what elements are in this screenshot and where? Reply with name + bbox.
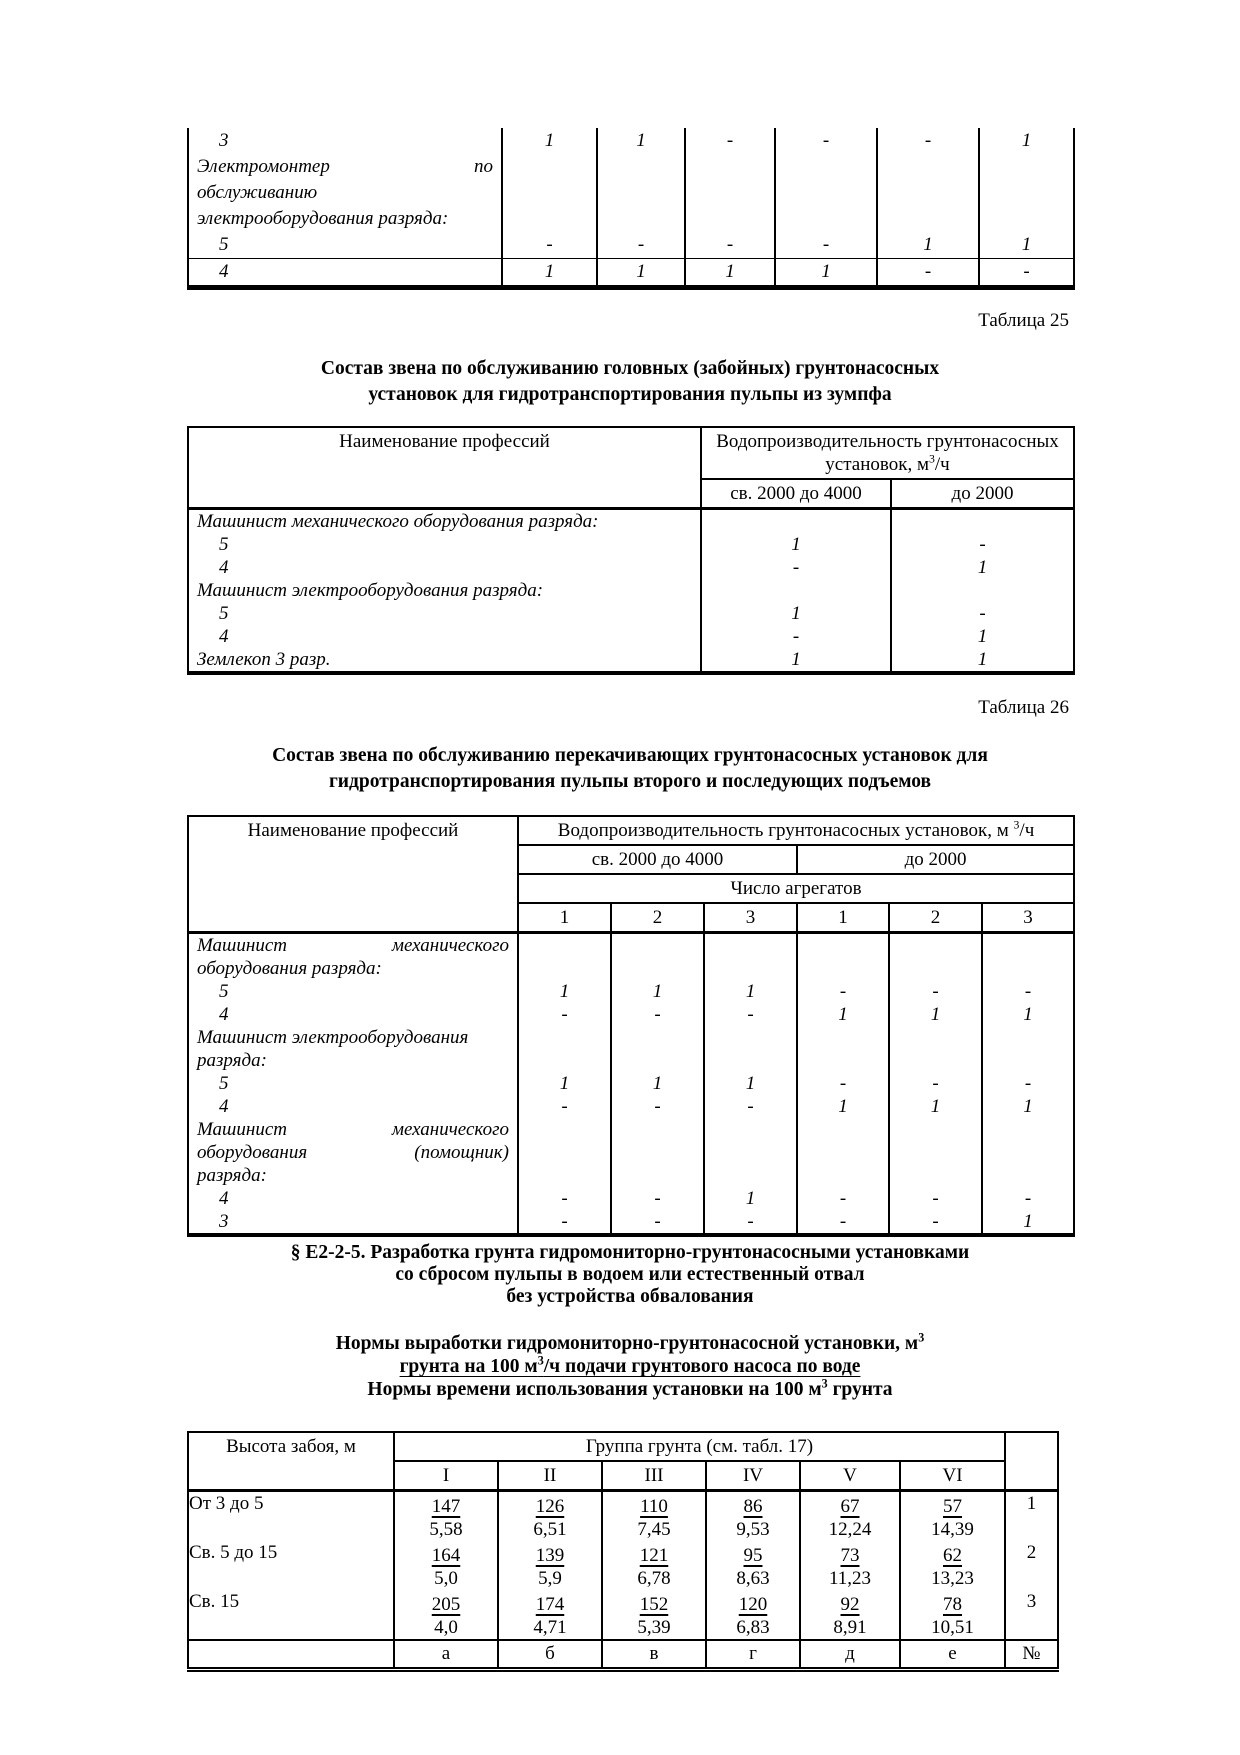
- profession-name-line: обслуживанию: [197, 182, 318, 203]
- norm-denominator: 12,24: [828, 1519, 872, 1540]
- value-cell: -: [889, 1072, 982, 1095]
- norm-denominator: 4,0: [434, 1617, 458, 1638]
- profession-name-line: разряда:: [197, 1165, 267, 1186]
- value-cell: 1: [518, 980, 611, 1003]
- value-cell: 1: [982, 1095, 1074, 1118]
- norm-table: [187, 1431, 1059, 1672]
- row-number-column-header: [1005, 1432, 1058, 1491]
- value-cell: 1: [982, 1003, 1074, 1026]
- value-cell: [597, 154, 685, 232]
- profession-cell: [188, 556, 701, 579]
- norm-numerator: 67: [840, 1496, 860, 1517]
- value-cell: -: [518, 1210, 611, 1235]
- value-cell: [797, 1118, 889, 1187]
- norm-denominator: 5,0: [434, 1568, 458, 1589]
- section-heading: [187, 1242, 1073, 1308]
- value-cell: 1: [775, 259, 877, 288]
- value-cell: -: [685, 232, 775, 259]
- value-cell: -: [889, 1187, 982, 1210]
- norm-fraction-cell: [498, 1541, 602, 1590]
- norm-table-row: [188, 1590, 1058, 1640]
- value-cell: 1: [704, 980, 797, 1003]
- value-cell: [518, 1026, 611, 1072]
- value-cell: -: [889, 980, 982, 1003]
- profession-cell: [188, 259, 502, 288]
- norm-fraction-cell: [706, 1590, 800, 1640]
- professions-column-header: Наименование профессий: [188, 816, 518, 933]
- table-25: [187, 426, 1075, 675]
- table-row: [188, 1187, 1074, 1210]
- value-cell: 1: [685, 259, 775, 288]
- norm-numerator: 120: [738, 1594, 768, 1615]
- document-content: [187, 0, 1073, 1672]
- norm-numerator: 92: [840, 1594, 860, 1615]
- value-cell: [891, 579, 1074, 602]
- profession-cell: [188, 648, 701, 673]
- value-cell: -: [704, 1210, 797, 1235]
- footer-letter-cell: в: [602, 1640, 706, 1670]
- soil-group-column-header: I: [394, 1461, 498, 1491]
- footer-empty-cell: [188, 1640, 394, 1670]
- table-26-title-line-2: гидротранспортирования пульпы второго и последующих подъемов: [328, 771, 932, 792]
- capacity-range-header: до 2000: [797, 845, 1074, 874]
- value-cell: 1: [889, 1003, 982, 1026]
- profession-cell: [188, 1003, 518, 1026]
- norm-denominator: 5,9: [538, 1568, 562, 1589]
- norm-fraction-cell: [602, 1491, 706, 1542]
- value-cell: -: [597, 232, 685, 259]
- profession-cell: [188, 1187, 518, 1210]
- value-cell: 1: [701, 533, 891, 556]
- value-cell: 1: [797, 1003, 889, 1026]
- value-cell: -: [704, 1095, 797, 1118]
- norm-fraction-cell: [394, 1590, 498, 1640]
- table-row: [188, 154, 1074, 232]
- table-25-title-line-1: Состав звена по обслуживанию головных (забойных) грунтонасосных: [320, 358, 940, 379]
- footer-letter-cell: е: [900, 1640, 1005, 1670]
- value-cell: -: [877, 128, 979, 154]
- norm-numerator: 164: [431, 1545, 461, 1566]
- unit-count-column-header: 1: [518, 903, 611, 933]
- unit-count-column-header: 3: [982, 903, 1074, 933]
- norm-denominator: 11,23: [828, 1568, 872, 1589]
- norm-table-row: [188, 1491, 1058, 1542]
- table-26-body: [188, 933, 1074, 1236]
- capacity-group-header: Водопроизводительность грунтонасосных установок, $м^3/ч$: [701, 427, 1074, 479]
- row-label: 4: [219, 1188, 229, 1209]
- norm-numerator: 139: [535, 1545, 565, 1566]
- table-row: [188, 980, 1074, 1003]
- value-cell: -: [979, 259, 1074, 288]
- profession-name-line: разряда:: [197, 1050, 267, 1071]
- table-row: [188, 533, 1074, 556]
- profession-name-line: электрооборудования разряда:: [197, 208, 449, 229]
- norms-heading-line-3: Нормы времени использования установки на 100 $м^3$ грунта: [367, 1376, 893, 1400]
- norms-heading-line-2: грунта на 100 $м^3/ч$ подачи грунтового насоса по воде: [399, 1353, 861, 1377]
- norm-denominator: 5,39: [637, 1617, 671, 1638]
- value-cell: [775, 154, 877, 232]
- value-cell: [877, 154, 979, 232]
- value-cell: 1: [877, 232, 979, 259]
- value-cell: [502, 154, 597, 232]
- table-row: [188, 232, 1074, 259]
- profession-cell: [188, 1072, 518, 1095]
- value-cell: 1: [597, 128, 685, 154]
- row-label: 5: [219, 534, 229, 555]
- table-26-title-line-1: Состав звена по обслуживанию перекачивающих грунтонасосных установок для: [272, 745, 988, 766]
- row-index-cell: 2: [1005, 1541, 1058, 1590]
- table-24-body: [188, 128, 1074, 288]
- norm-numerator: 78: [943, 1594, 962, 1615]
- value-cell: [979, 154, 1074, 232]
- soil-group-column-header: VI: [900, 1461, 1005, 1491]
- value-cell: -: [685, 128, 775, 154]
- norm-numerator: 95: [743, 1545, 763, 1566]
- table-25-title: [187, 356, 1073, 408]
- table-row: [188, 1026, 1074, 1072]
- profession-name-line: Землекоп 3 разр.: [197, 649, 331, 670]
- value-cell: -: [701, 625, 891, 648]
- norm-numerator: 73: [840, 1545, 860, 1566]
- section-heading-line-1: § Е2-2-5. Разработка грунта гидромониторно-грунтонасосными установками: [290, 1242, 970, 1263]
- value-cell: -: [611, 1095, 704, 1118]
- footer-letter-cell: б: [498, 1640, 602, 1670]
- norm-fraction-cell: [706, 1491, 800, 1542]
- table-26: [187, 815, 1075, 1237]
- norm-denominator: 10,51: [931, 1617, 974, 1638]
- value-cell: -: [797, 1210, 889, 1235]
- value-cell: -: [704, 1003, 797, 1026]
- capacity-range-header: до 2000: [891, 479, 1074, 509]
- row-index-cell: 1: [1005, 1491, 1058, 1542]
- norm-fraction-cell: [900, 1541, 1005, 1590]
- profession-cell: [188, 128, 502, 154]
- norm-fraction-cell: [900, 1491, 1005, 1542]
- table-row: [188, 1210, 1074, 1235]
- norm-numerator: 110: [640, 1496, 668, 1517]
- value-cell: [518, 1118, 611, 1187]
- unit-count-column-header: 3: [704, 903, 797, 933]
- value-cell: [889, 933, 982, 981]
- table-24-continuation: [187, 128, 1075, 290]
- profession-name-line: Машинист механического: [197, 935, 509, 956]
- unit-count-column-header: 2: [611, 903, 704, 933]
- value-cell: -: [982, 1072, 1074, 1095]
- norm-numerator: 147: [431, 1496, 461, 1517]
- norm-denominator: 4,71: [533, 1617, 567, 1638]
- table-25-title-line-2: установок для гидротранспортирования пульпы из зумпфа: [368, 384, 892, 405]
- norm-fraction-cell: [602, 1590, 706, 1640]
- profession-cell: [188, 509, 701, 534]
- row-label: 3: [219, 130, 229, 151]
- face-height-label: От 3 до 5: [188, 1491, 394, 1542]
- row-label: 4: [219, 261, 229, 282]
- professions-column-header: Наименование профессий: [188, 427, 701, 509]
- value-cell: 1: [518, 1072, 611, 1095]
- norm-numerator: 205: [431, 1594, 461, 1615]
- soil-group-header: Группа грунта (см. табл. 17): [394, 1432, 1005, 1461]
- value-cell: -: [518, 1095, 611, 1118]
- value-cell: 1: [611, 1072, 704, 1095]
- value-cell: -: [797, 980, 889, 1003]
- value-cell: -: [502, 232, 597, 259]
- norm-table-row: [188, 1541, 1058, 1590]
- norm-numerator: 174: [535, 1594, 565, 1615]
- norm-denominator: 6,51: [533, 1519, 567, 1540]
- norm-fraction-cell: [602, 1541, 706, 1590]
- footer-letter-cell: а: [394, 1640, 498, 1670]
- value-cell: [518, 933, 611, 981]
- norm-numerator: 62: [943, 1545, 962, 1566]
- face-height-label: Св. 5 до 15: [188, 1541, 394, 1590]
- face-height-label: Св. 15: [188, 1590, 394, 1640]
- row-label: 3: [219, 1211, 229, 1232]
- norms-heading-line-1: Нормы выработки гидромониторно-грунтонасосной установки, $м^3$: [335, 1330, 925, 1354]
- table-row: [188, 1118, 1074, 1187]
- table-row: [188, 1072, 1074, 1095]
- profession-cell: [188, 533, 701, 556]
- row-label: 5: [219, 1073, 229, 1094]
- value-cell: 1: [611, 980, 704, 1003]
- value-cell: 1: [597, 259, 685, 288]
- norm-fraction-cell: [800, 1590, 900, 1640]
- section-heading-line-3: без устройства обвалования: [506, 1286, 754, 1307]
- norm-denominator: 6,78: [637, 1568, 671, 1589]
- profession-cell: [188, 625, 701, 648]
- value-cell: -: [982, 1187, 1074, 1210]
- value-cell: 1: [891, 625, 1074, 648]
- norm-fraction-cell: [706, 1541, 800, 1590]
- value-cell: [701, 509, 891, 534]
- profession-cell: [188, 1026, 518, 1072]
- units-count-header: Число агрегатов: [518, 874, 1074, 903]
- norm-fraction-cell: [394, 1541, 498, 1590]
- value-cell: 1: [502, 128, 597, 154]
- norm-fraction-cell: [800, 1491, 900, 1542]
- value-cell: [611, 1026, 704, 1072]
- value-cell: -: [518, 1187, 611, 1210]
- profession-name-line: Машинист механического: [197, 1119, 509, 1140]
- value-cell: -: [891, 602, 1074, 625]
- norm-fraction-cell: [900, 1590, 1005, 1640]
- value-cell: -: [611, 1187, 704, 1210]
- value-cell: [982, 1026, 1074, 1072]
- table-25-caption: Таблица 25: [978, 310, 1069, 331]
- row-label: 4: [219, 626, 229, 647]
- capacity-range-header: св. 2000 до 4000: [518, 845, 797, 874]
- value-cell: 1: [704, 1187, 797, 1210]
- value-cell: 1: [891, 556, 1074, 579]
- value-cell: -: [518, 1003, 611, 1026]
- profession-name-line: Машинист электрооборудования разряда:: [197, 580, 544, 601]
- value-cell: [611, 933, 704, 981]
- norms-heading: [187, 1332, 1073, 1401]
- value-cell: [889, 1118, 982, 1187]
- value-cell: -: [611, 1003, 704, 1026]
- value-cell: 1: [502, 259, 597, 288]
- profession-cell: [188, 1095, 518, 1118]
- value-cell: -: [982, 980, 1074, 1003]
- value-cell: [685, 154, 775, 232]
- value-cell: -: [877, 259, 979, 288]
- section-heading-line-2: со сбросом пульпы в водоем или естественный отвал: [395, 1264, 865, 1285]
- table-row: [188, 648, 1074, 673]
- value-cell: [704, 933, 797, 981]
- norm-numerator: 57: [943, 1496, 962, 1517]
- table-26-caption: Таблица 26: [978, 697, 1069, 718]
- value-cell: 1: [979, 128, 1074, 154]
- value-cell: -: [889, 1210, 982, 1235]
- value-cell: [701, 579, 891, 602]
- profession-name-line: оборудования разряда:: [197, 958, 382, 979]
- norm-denominator: 8,91: [833, 1617, 867, 1638]
- norm-numerator: 86: [743, 1496, 763, 1517]
- row-label: 5: [219, 603, 229, 624]
- capacity-group-header: Водопроизводительность грунтонасосных установок, м $^3$/ч: [518, 816, 1074, 845]
- value-cell: -: [701, 556, 891, 579]
- value-cell: [889, 1026, 982, 1072]
- profession-cell: [188, 980, 518, 1003]
- profession-cell: [188, 579, 701, 602]
- value-cell: -: [797, 1072, 889, 1095]
- norm-denominator: 14,39: [931, 1519, 974, 1540]
- value-cell: 1: [891, 648, 1074, 673]
- soil-group-column-header: IV: [706, 1461, 800, 1491]
- row-index-cell: 3: [1005, 1590, 1058, 1640]
- footer-letter-cell: №: [1005, 1640, 1058, 1670]
- profession-name-line: Электромонтер по: [197, 156, 493, 177]
- row-label: 5: [219, 981, 229, 1002]
- value-cell: 1: [982, 1210, 1074, 1235]
- norm-denominator: 9,53: [736, 1519, 770, 1540]
- value-cell: [891, 509, 1074, 534]
- row-label: 5: [219, 234, 229, 255]
- profession-name-line: Машинист механического оборудования разряда:: [197, 511, 599, 532]
- profession-cell: [188, 1118, 518, 1187]
- unit-count-column-header: 2: [889, 903, 982, 933]
- value-cell: 1: [979, 232, 1074, 259]
- norm-denominator: 8,63: [736, 1568, 770, 1589]
- norm-numerator: 121: [639, 1545, 669, 1566]
- capacity-range-header: св. 2000 до 4000: [701, 479, 891, 509]
- value-cell: 1: [701, 648, 891, 673]
- norm-fraction-cell: [800, 1541, 900, 1590]
- soil-group-column-header: V: [800, 1461, 900, 1491]
- table-row: [188, 579, 1074, 602]
- profession-name-line: Машинист электрооборудования: [197, 1027, 469, 1048]
- profession-cell: [188, 1210, 518, 1235]
- value-cell: [704, 1118, 797, 1187]
- value-cell: [611, 1118, 704, 1187]
- table-25-body: [188, 509, 1074, 674]
- norm-numerator: 126: [535, 1496, 565, 1517]
- table-row: [188, 556, 1074, 579]
- norm-denominator: 7,45: [637, 1519, 671, 1540]
- norm-denominator: 6,83: [736, 1617, 770, 1638]
- value-cell: 1: [704, 1072, 797, 1095]
- profession-cell: [188, 232, 502, 259]
- norm-table-body: [188, 1491, 1058, 1670]
- norm-fraction-cell: [498, 1590, 602, 1640]
- profession-cell: [188, 933, 518, 981]
- soil-group-column-header: II: [498, 1461, 602, 1491]
- profession-cell: [188, 602, 701, 625]
- value-cell: 1: [701, 602, 891, 625]
- row-label: 4: [219, 1004, 229, 1025]
- value-cell: -: [611, 1210, 704, 1235]
- value-cell: -: [891, 533, 1074, 556]
- value-cell: -: [775, 128, 877, 154]
- table-row: [188, 128, 1074, 154]
- value-cell: [982, 1118, 1074, 1187]
- footer-letter-cell: г: [706, 1640, 800, 1670]
- table-row: [188, 625, 1074, 648]
- footer-letter-cell: д: [800, 1640, 900, 1670]
- face-height-column-header: Высота забоя, м: [188, 1432, 394, 1491]
- norm-fraction-cell: [394, 1491, 498, 1542]
- row-label: 4: [219, 1096, 229, 1117]
- profession-name-line: оборудования (помощник): [197, 1142, 509, 1163]
- value-cell: [797, 1026, 889, 1072]
- value-cell: [797, 933, 889, 981]
- table-row: [188, 259, 1074, 288]
- norm-denominator: 5,58: [429, 1519, 463, 1540]
- value-cell: 1: [889, 1095, 982, 1118]
- value-cell: -: [775, 232, 877, 259]
- value-cell: 1: [797, 1095, 889, 1118]
- value-cell: [704, 1026, 797, 1072]
- row-label: 4: [219, 557, 229, 578]
- profession-cell: [188, 154, 502, 232]
- table-row: [188, 509, 1074, 534]
- norm-table-footer-row: [188, 1640, 1058, 1670]
- unit-count-column-header: 1: [797, 903, 889, 933]
- table-row: [188, 933, 1074, 981]
- norm-fraction-cell: [498, 1491, 602, 1542]
- value-cell: [982, 933, 1074, 981]
- table-row: [188, 1003, 1074, 1026]
- norm-denominator: 13,23: [931, 1568, 974, 1589]
- value-cell: -: [797, 1187, 889, 1210]
- soil-group-column-header: III: [602, 1461, 706, 1491]
- table-26-title: [187, 743, 1073, 795]
- table-row: [188, 1095, 1074, 1118]
- norm-numerator: 152: [639, 1594, 669, 1615]
- table-row: [188, 602, 1074, 625]
